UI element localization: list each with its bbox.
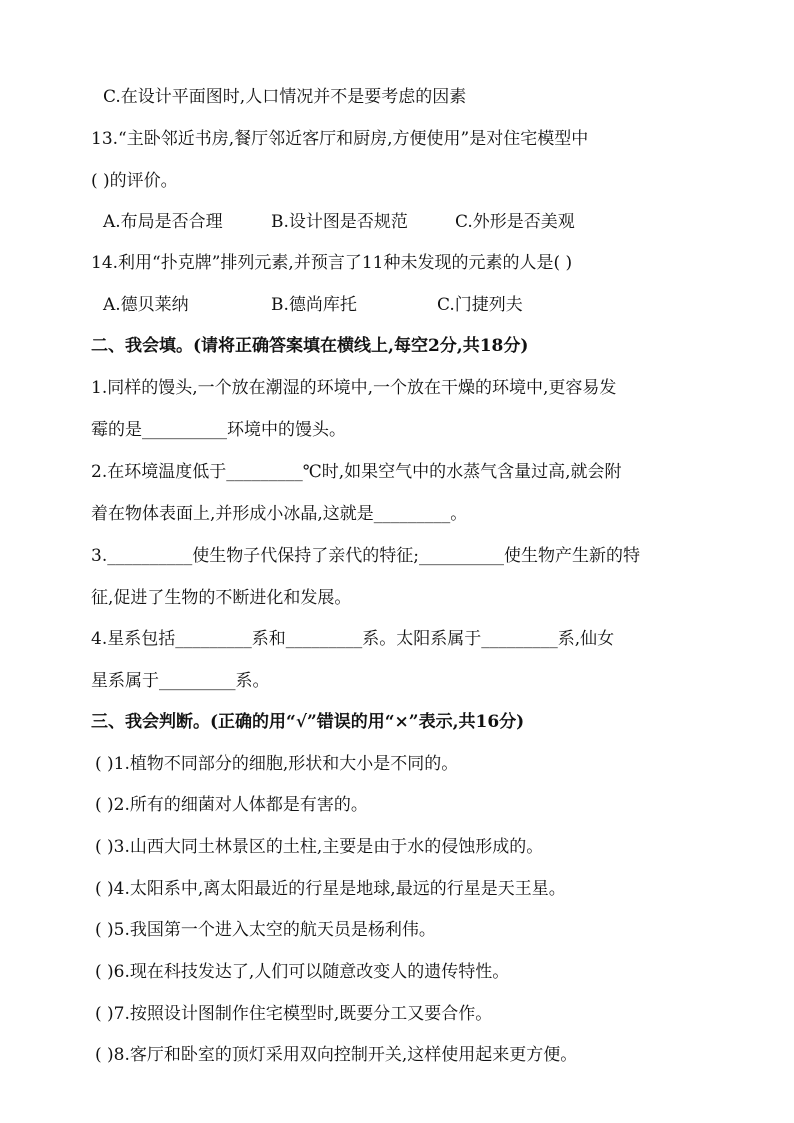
section2-heading: 二、我会填。(请将正确答案填在横线上,每空2分,共18分) xyxy=(91,336,529,356)
q14-option-a: A.德贝莱纳 xyxy=(103,295,189,315)
q12-option-c: C.在设计平面图时,人口情况并不是要考虑的因素 xyxy=(103,87,467,107)
q13-stem-line2: ( )的评价。 xyxy=(91,171,178,191)
section3-heading: 三、我会判断。(正确的用“√”错误的用“×”表示,共16分) xyxy=(91,712,525,732)
judge-item-5: ( )5.我国第一个进入太空的航天员是杨利伟。 xyxy=(95,920,436,940)
q13-option-c: C.外形是否美观 xyxy=(455,212,575,232)
judge-item-6: ( )6.现在科技发达了,人们可以随意改变人的遗传特性。 xyxy=(95,962,510,982)
q13-stem-line1: 13.“主卧邻近书房,餐厅邻近客厅和厨房,方便使用”是对住宅模型中 xyxy=(91,129,589,149)
judge-item-1: ( )1.植物不同部分的细胞,形状和大小是不同的。 xyxy=(95,754,459,774)
fill-item-4a: 4.星系包括_________系和_________系。太阳系属于_________系,仙女 xyxy=(91,629,615,649)
q14-option-c: C.门捷列夫 xyxy=(437,295,523,315)
fill-item-1b: 霉的是__________环境中的馒头。 xyxy=(91,420,346,440)
judge-item-4: ( )4.太阳系中,离太阳最近的行星是地球,最远的行星是天王星。 xyxy=(95,879,566,899)
q14-option-b: B.德尚库托 xyxy=(271,295,357,315)
fill-item-2a: 2.在环境温度低于_________℃时,如果空气中的水蒸气含量过高,就会附 xyxy=(91,462,622,482)
fill-item-3a: 3.__________使生物子代保持了亲代的特征;__________使生物产生新的特 xyxy=(91,546,640,566)
judge-item-7: ( )7.按照设计图制作住宅模型时,既要分工又要合作。 xyxy=(95,1004,493,1024)
judge-item-3: ( )3.山西大同土林景区的土柱,主要是由于水的侵蚀形成的。 xyxy=(95,837,544,857)
fill-item-4b: 星系属于_________系。 xyxy=(91,671,270,691)
fill-item-2b: 着在物体表面上,并形成小冰晶,这就是_________。 xyxy=(91,504,468,524)
fill-item-1a: 1.同样的馒头,一个放在潮湿的环境中,一个放在干燥的环境中,更容易发 xyxy=(91,378,617,398)
judge-item-2: ( )2.所有的细菌对人体都是有害的。 xyxy=(95,795,368,815)
q14-stem: 14.利用“扑克牌”排列元素,并预言了11种未发现的元素的人是( ) xyxy=(91,253,573,273)
q13-option-b: B.设计图是否规范 xyxy=(271,212,408,232)
q13-option-a: A.布局是否合理 xyxy=(103,212,223,232)
fill-item-3b: 征,促进了生物的不断进化和发展。 xyxy=(91,588,352,608)
judge-item-8: ( )8.客厅和卧室的顶灯采用双向控制开关,这样使用起来更方便。 xyxy=(95,1045,578,1065)
